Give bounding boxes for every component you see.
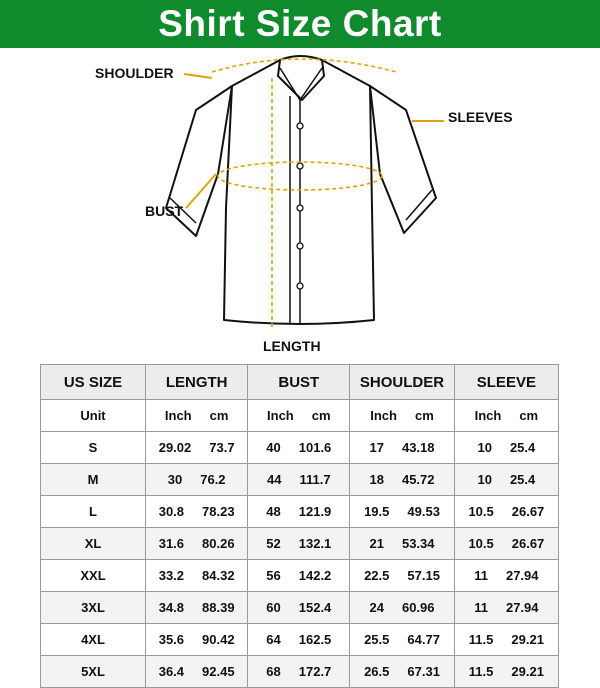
sleeve-cm-value: 27.94	[505, 568, 539, 583]
sleeve-cell	[454, 528, 558, 560]
length-cell	[146, 528, 248, 560]
sleeve-inch-value: 10.5	[468, 504, 494, 519]
size-cell: XL	[41, 528, 146, 560]
length-inch-value: 30	[167, 472, 183, 487]
length-inch-value: 33.2	[158, 568, 185, 583]
table-header-row	[41, 365, 559, 400]
bust-cm-value: 101.6	[298, 440, 332, 455]
sleeve-cm-value: 25.4	[509, 440, 536, 455]
table-row	[41, 624, 559, 656]
size-cell: L	[41, 496, 146, 528]
shoulder-cell	[350, 560, 454, 592]
sleeve-cell	[454, 560, 558, 592]
shoulder-inch-value: 22.5	[364, 568, 390, 583]
bust-cell	[248, 496, 350, 528]
sleeve-inch-value: 10	[477, 440, 492, 455]
length-cell	[146, 432, 248, 464]
sleeve-inch-value: 10.5	[468, 536, 494, 551]
sleeve-cm-value: 29.21	[511, 632, 544, 647]
length-cell	[146, 464, 248, 496]
bust-cm-value: 142.2	[298, 568, 332, 583]
shoulder-cm-value: 53.34	[401, 536, 435, 551]
size-cell: XXL	[41, 560, 146, 592]
bust-cm-value: 111.7	[299, 472, 331, 487]
page-title: Shirt Size Chart	[158, 3, 442, 44]
shoulder-inch-value: 17	[369, 440, 384, 455]
unit-row	[41, 400, 559, 432]
bust-cell	[248, 528, 350, 560]
shoulder-cell	[350, 464, 454, 496]
shoulder-inch-value: 26.5	[364, 664, 390, 679]
bust-inch-value: 64	[266, 632, 281, 647]
length-cm-value: 80.26	[202, 536, 235, 551]
unit-cell-length	[146, 400, 248, 432]
shoulder-cell	[350, 656, 454, 688]
length-inch-value: 35.6	[158, 632, 185, 647]
shoulder-cm-value: 64.77	[407, 632, 440, 647]
unit-cm: cm	[414, 408, 434, 423]
table-row	[41, 432, 559, 464]
table-row	[41, 560, 559, 592]
length-cm-value: 76.2	[200, 472, 226, 487]
bust-cell	[248, 592, 350, 624]
unit-cm: cm	[311, 408, 331, 423]
unit-cell-shoulder	[350, 400, 454, 432]
shoulder-cell	[350, 624, 454, 656]
sleeve-inch-value: 11.5	[468, 632, 494, 647]
shoulder-cm-value: 49.53	[407, 504, 440, 519]
sleeve-inch-value: 11	[474, 568, 488, 583]
size-cell: S	[41, 432, 146, 464]
sleeve-cell	[454, 464, 558, 496]
length-cm-value: 88.39	[202, 600, 235, 615]
bust-cm-value: 132.1	[298, 536, 332, 551]
sleeve-cell	[454, 432, 558, 464]
shoulder-cell	[350, 592, 454, 624]
sleeve-inch-value: 11.5	[468, 664, 494, 679]
sleeve-inch-value: 11	[474, 600, 488, 615]
length-inch-value: 34.8	[158, 600, 185, 615]
bust-cell	[248, 432, 350, 464]
sleeve-cm-value: 26.67	[511, 536, 545, 551]
length-cm-value: 78.23	[202, 504, 235, 519]
shirt-diagram	[0, 48, 600, 360]
bust-cell	[248, 560, 350, 592]
unit-inch: Inch	[474, 408, 502, 423]
table-row	[41, 656, 559, 688]
shoulder-cm-value: 43.18	[401, 440, 435, 455]
unit-label: Unit	[41, 400, 146, 432]
length-inch-value: 29.02	[158, 440, 192, 455]
shoulder-inch-value: 19.5	[364, 504, 390, 519]
length-cell	[146, 496, 248, 528]
bust-inch-value: 56	[266, 568, 281, 583]
header-us-size: US SIZE	[41, 365, 146, 400]
length-inch-value: 36.4	[158, 664, 185, 679]
bust-cell	[248, 464, 350, 496]
shoulder-cm-value: 57.15	[407, 568, 440, 583]
shoulder-cm-value: 60.96	[401, 600, 435, 615]
sleeve-cell	[454, 624, 558, 656]
bust-inch-value: 48	[266, 504, 281, 519]
shoulder-cell	[350, 496, 454, 528]
unit-cell-sleeve	[454, 400, 558, 432]
shoulder-cm-value: 45.72	[401, 472, 435, 487]
length-cell	[146, 656, 248, 688]
header-sleeve: SLEEVE	[454, 365, 558, 400]
length-inch-value: 31.6	[158, 536, 185, 551]
unit-inch: Inch	[267, 408, 294, 423]
shoulder-cell	[350, 528, 454, 560]
header-shoulder: SHOULDER	[350, 365, 454, 400]
sleeve-cm-value: 29.21	[511, 664, 544, 679]
size-cell: 3XL	[41, 592, 146, 624]
sleeve-cell	[454, 592, 558, 624]
length-cell	[146, 592, 248, 624]
shoulder-inch-value: 21	[369, 536, 384, 551]
title-banner	[0, 0, 600, 48]
size-cell: M	[41, 464, 146, 496]
bust-inch-value: 44	[267, 472, 282, 487]
table-row	[41, 592, 559, 624]
unit-inch: Inch	[370, 408, 397, 423]
length-inch-value: 30.8	[158, 504, 185, 519]
size-cell: 5XL	[41, 656, 146, 688]
bust-inch-value: 40	[266, 440, 281, 455]
table-row	[41, 464, 559, 496]
bust-cell	[248, 656, 350, 688]
sleeve-cm-value: 26.67	[511, 504, 545, 519]
length-cm-value: 84.32	[202, 568, 235, 583]
shoulder-cell	[350, 432, 454, 464]
sleeve-cell	[454, 656, 558, 688]
bust-cm-value: 121.9	[298, 504, 332, 519]
bust-inch-value: 60	[266, 600, 281, 615]
shirt-right-sleeve	[370, 86, 436, 233]
bust-cell	[248, 624, 350, 656]
length-cell	[146, 624, 248, 656]
bust-cm-value: 162.5	[298, 632, 332, 647]
unit-cell-bust	[248, 400, 350, 432]
bust-cm-value: 172.7	[298, 664, 332, 679]
header-length: LENGTH	[146, 365, 248, 400]
shoulder-label: SHOULDER	[95, 65, 174, 81]
sleeve-cm-value: 27.94	[505, 600, 539, 615]
length-cm-value: 92.45	[202, 664, 235, 679]
sleeves-label: SLEEVES	[448, 109, 513, 125]
shoulder-inch-value: 25.5	[364, 632, 390, 647]
table-row	[41, 528, 559, 560]
sleeve-cell	[454, 496, 558, 528]
bust-label: BUST	[145, 203, 184, 219]
bust-inch-value: 68	[266, 664, 281, 679]
table-row	[41, 496, 559, 528]
header-bust: BUST	[248, 365, 350, 400]
unit-inch: Inch	[164, 408, 192, 423]
size-cell: 4XL	[41, 624, 146, 656]
unit-cm: cm	[519, 408, 539, 423]
length-label: LENGTH	[263, 338, 321, 354]
bust-inch-value: 52	[266, 536, 281, 551]
length-cm-value: 90.42	[202, 632, 235, 647]
shoulder-inch-value: 18	[369, 472, 384, 487]
length-cell	[146, 560, 248, 592]
sleeve-cm-value: 25.4	[509, 472, 536, 487]
shirt-illustration	[0, 48, 600, 360]
shoulder-inch-value: 24	[369, 600, 384, 615]
unit-cm: cm	[209, 408, 229, 423]
length-cm-value: 73.7	[209, 440, 235, 455]
bust-cm-value: 152.4	[298, 600, 332, 615]
sleeve-inch-value: 10	[477, 472, 492, 487]
size-table	[40, 364, 559, 688]
shoulder-cm-value: 67.31	[407, 664, 440, 679]
